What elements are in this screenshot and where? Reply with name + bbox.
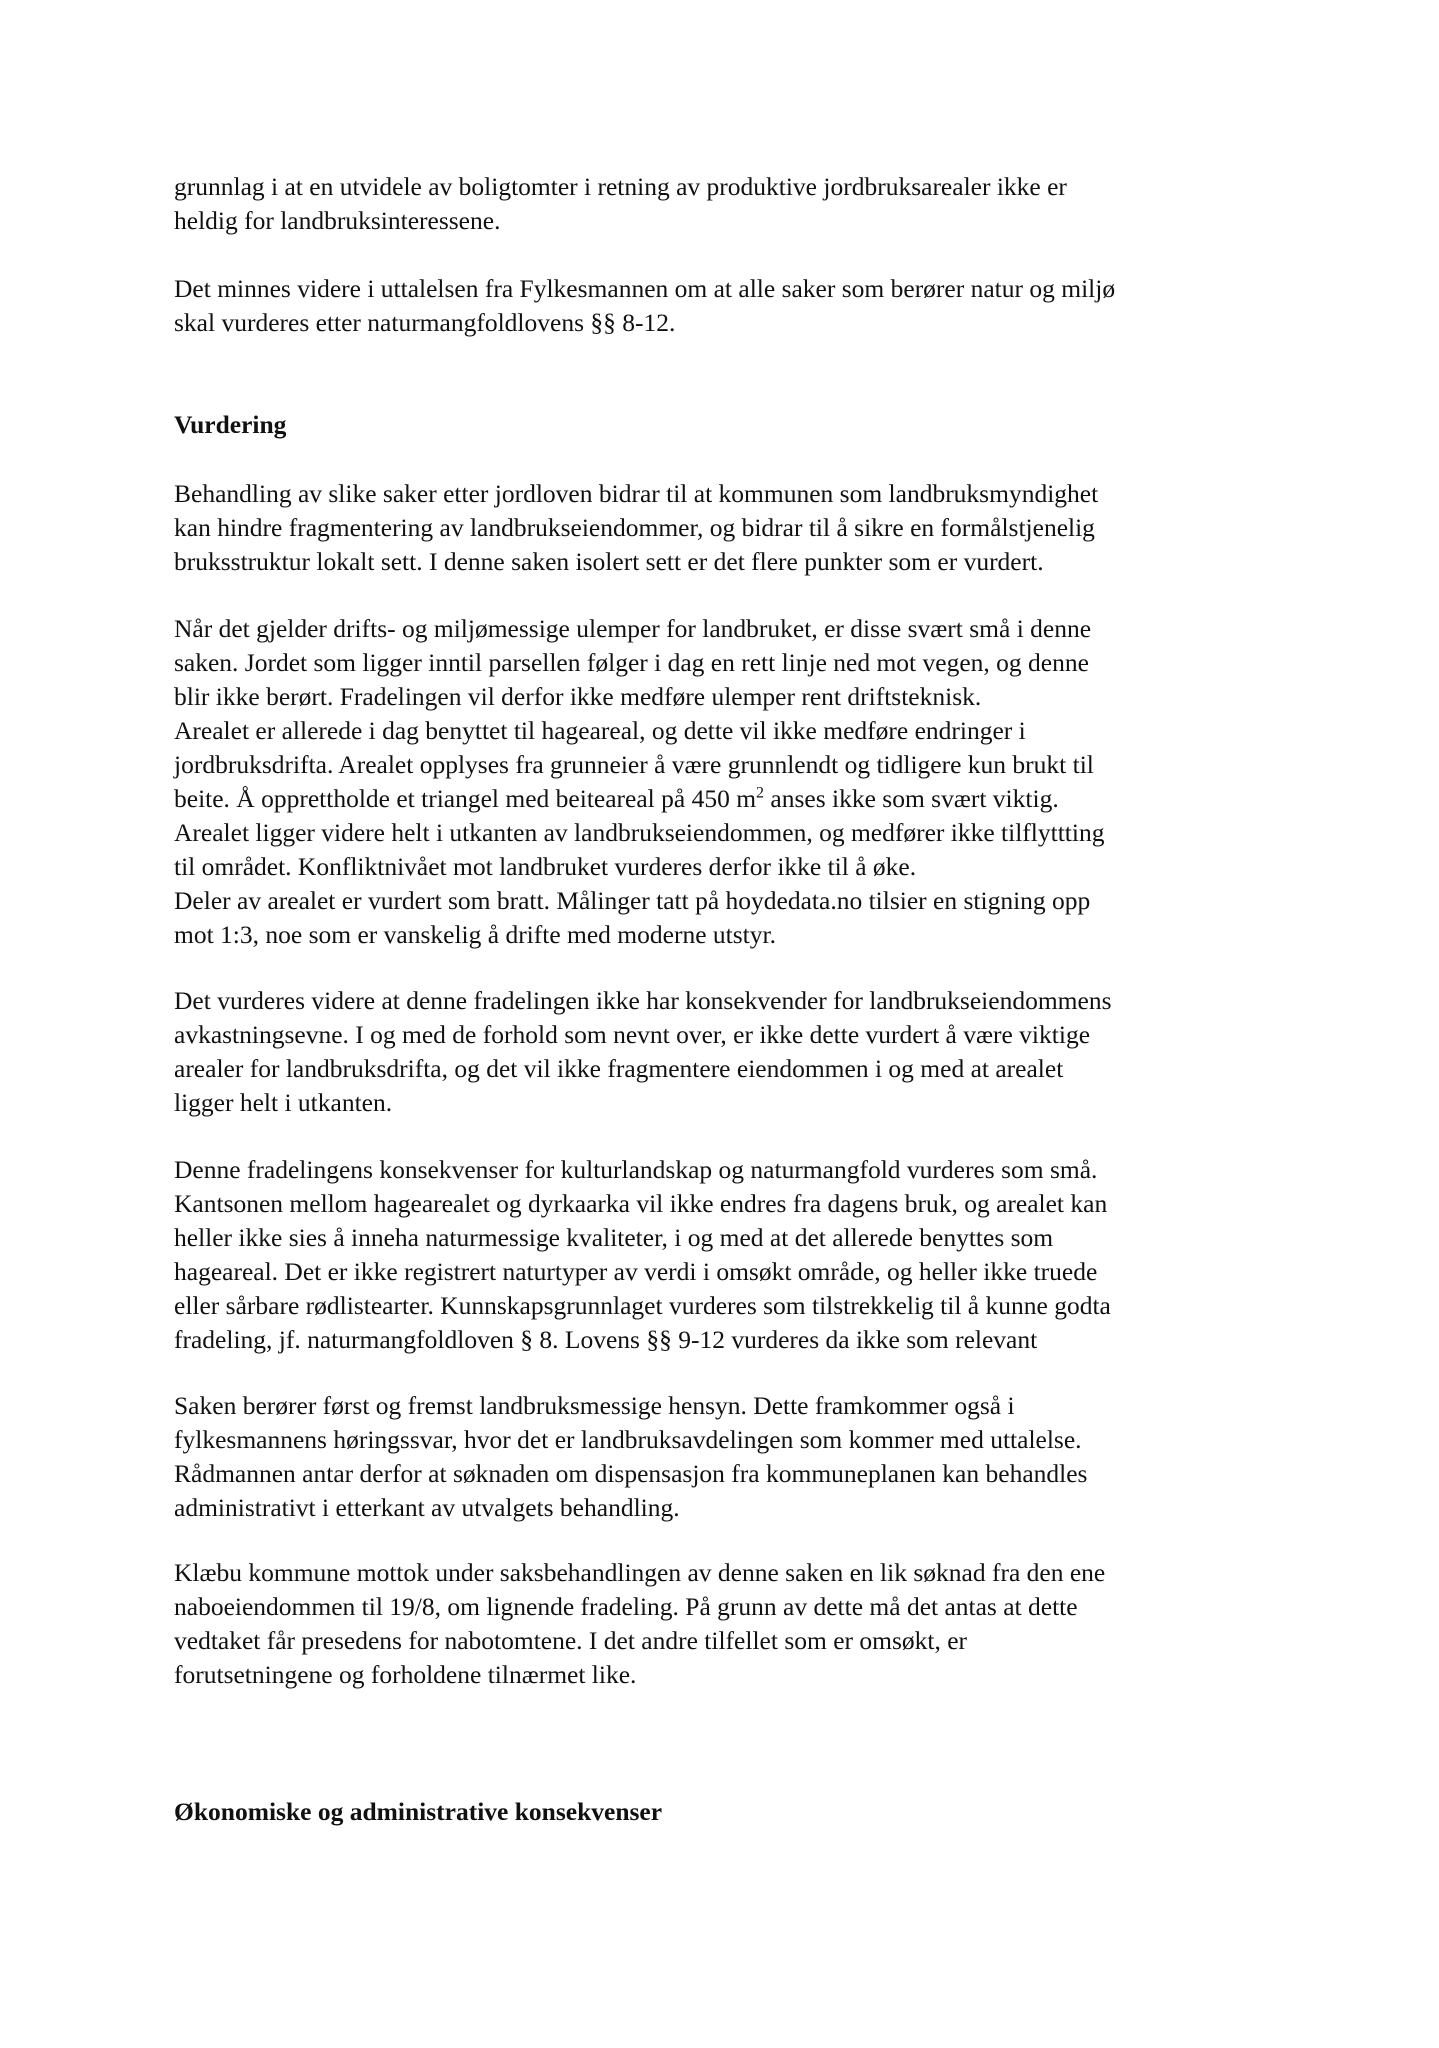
section-heading-vurdering — [174, 408, 1294, 442]
text-line: blir ikke berørt. Fradelingen vil derfor ikke medføre ulemper rent driftsteknisk. — [174, 682, 982, 711]
text-line: til området. Konfliktnivået mot landbruket vurderes derfor ikke til å øke. — [174, 852, 917, 881]
text-fragment: anses ikke som svært viktig. — [764, 784, 1059, 813]
text-line: Rådmannen antar derfor at søknaden om dispensasjon fra kommuneplanen kan behandles — [174, 1459, 1088, 1488]
paragraph-intro — [174, 170, 1294, 238]
text-line: skal vurderes etter naturmangfoldlovens §§ 8-12. — [174, 308, 676, 337]
paragraph-fylkesmannen — [174, 272, 1294, 340]
paragraph-behandling — [174, 477, 1294, 579]
text-line-with-superscript — [174, 782, 1294, 816]
paragraph-kulturlandskap — [174, 1153, 1294, 1357]
text-line: heller ikke sies å inneha naturmessige kvaliteter, i og med at det allerede benyttes som — [174, 1223, 1054, 1252]
text-line: fradeling, jf. naturmangfoldloven § 8. Lovens §§ 9-12 vurderes da ikke som relevant — [174, 1325, 1038, 1354]
heading-text: Vurdering — [174, 410, 287, 439]
text-line: hageareal. Det er ikke registrert naturtyper av verdi i omsøkt område, og heller ikke truede — [174, 1257, 1098, 1286]
text-line: bruksstruktur lokalt sett. I denne saken isolert sett er det flere punkter som er vurdert. — [174, 547, 1044, 576]
text-line: Behandling av slike saker etter jordloven bidrar til at kommunen som landbruksmyndighet — [174, 479, 1099, 508]
text-line: mot 1:3, noe som er vanskelig å drifte med moderne utstyr. — [174, 920, 776, 949]
text-line: Saken berører først og fremst landbruksmessige hensyn. Dette framkommer også i — [174, 1391, 1015, 1420]
text-line: saken. Jordet som ligger inntil parsellen følger i dag en rett linje ned mot vegen, og denne — [174, 648, 1089, 677]
text-line: administrativt i etterkant av utvalgets behandling. — [174, 1493, 680, 1522]
text-line: Kantsonen mellom hagearealet og dyrkaarka vil ikke endres fra dagens bruk, og arealet kan — [174, 1189, 1108, 1218]
text-fragment: beite. Å opprettholde et triangel med beiteareal på 450 m — [174, 784, 757, 813]
text-line: grunnlag i at en utvidele av boligtomter i retning av produktive jordbruksarealer ikke er — [174, 172, 1067, 201]
text-line: vedtaket får presedens for nabotomtene. I det andre tilfellet som er omsøkt, er — [174, 1626, 968, 1655]
text-line: Klæbu kommune mottok under saksbehandlingen av denne saken en lik søknad fra den ene — [174, 1558, 1106, 1587]
text-line: jordbruksdrifta. Arealet opplyses fra grunneier å være grunnlendt og tidligere kun brukt til — [174, 750, 1094, 779]
text-line: Når det gjelder drifts- og miljømessige ulemper for landbruket, er disse svært små i denne — [174, 614, 1092, 643]
paragraph-ulemper — [174, 612, 1294, 952]
paragraph-saken — [174, 1389, 1294, 1525]
text-line: heldig for landbruksinteressene. — [174, 206, 501, 235]
text-line: Deler av arealet er vurdert som bratt. Målinger tatt på hoydedata.no tilsier en stigning opp — [174, 886, 1091, 915]
text-line: Arealet er allerede i dag benyttet til hageareal, og dette vil ikke medføre endringer i — [174, 716, 1026, 745]
text-line: Det minnes videre i uttalelsen fra Fylkesmannen om at alle saker som berører natur og miljø — [174, 274, 1116, 303]
text-line: arealer for landbruksdrifta, og det vil ikke fragmentere eiendommen i og med at arealet — [174, 1054, 1064, 1083]
paragraph-konsekvenser — [174, 984, 1294, 1120]
text-line: eller sårbare rødlistearter. Kunnskapsgrunnlaget vurderes som tilstrekkelig til å kunne godta — [174, 1291, 1111, 1320]
text-line: Arealet ligger videre helt i utkanten av landbrukseiendommen, og medfører ikke tilflyttting — [174, 818, 1105, 847]
text-line: forutsetningene og forholdene tilnærmet like. — [174, 1660, 637, 1689]
text-line: Det vurderes videre at denne fradelingen ikke har konsekvender for landbrukseiendommens — [174, 986, 1112, 1015]
text-line: naboeiendommen til 19/8, om lignende fradeling. På grunn av dette må det antas at dette — [174, 1592, 1078, 1621]
paragraph-klaebu — [174, 1556, 1294, 1692]
heading-text: Økonomiske og administrative konsekvenser — [174, 1797, 663, 1826]
superscript: 2 — [756, 784, 765, 802]
text-line: avkastningsevne. I og med de forhold som nevnt over, er ikke dette vurdert å være viktige — [174, 1020, 1091, 1049]
text-line: ligger helt i utkanten. — [174, 1088, 393, 1117]
text-line: Denne fradelingens konsekvenser for kulturlandskap og naturmangfold vurderes som små. — [174, 1155, 1098, 1184]
text-line: kan hindre fragmentering av landbrukseiendommer, og bidrar til å sikre en formålstjenelig — [174, 513, 1095, 542]
section-heading-okonomi — [174, 1795, 1294, 1829]
text-line: fylkesmannens høringssvar, hvor det er landbruksavdelingen som kommer med uttalelse. — [174, 1425, 1082, 1454]
